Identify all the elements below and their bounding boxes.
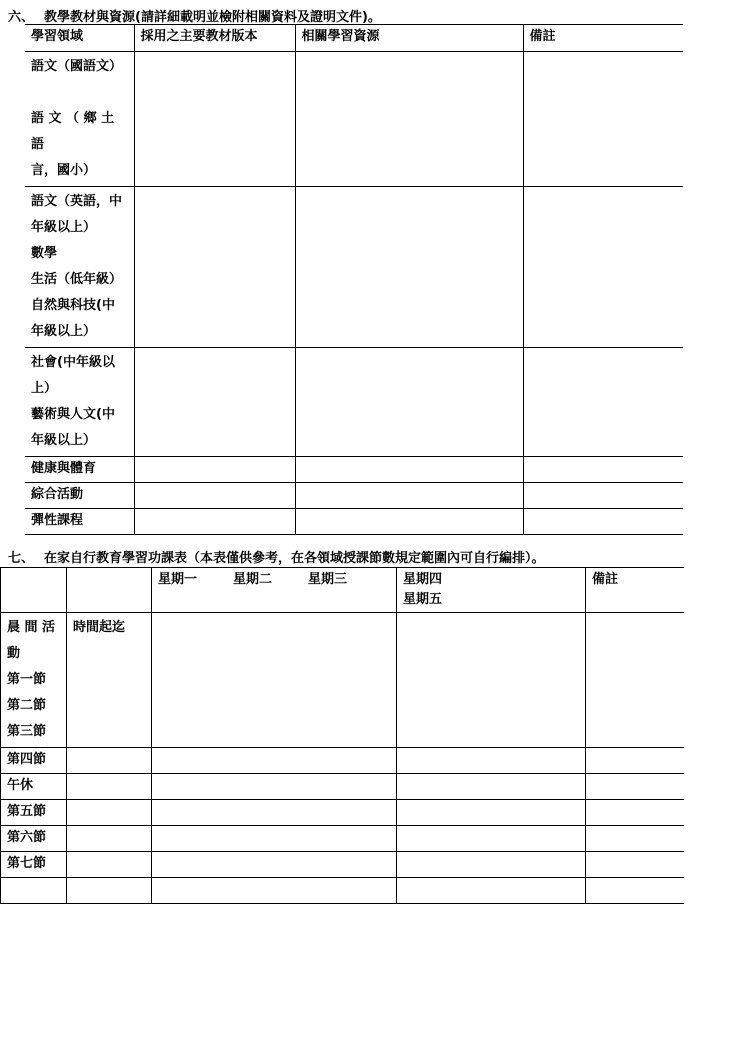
area-line: 數學 xyxy=(31,246,58,261)
period-label-cell: 第七節 xyxy=(1,852,67,878)
resource-cell[interactable] xyxy=(295,348,523,457)
remark-cell[interactable] xyxy=(586,826,684,852)
header-textbook-version: 採用之主要教材版本 xyxy=(134,25,295,52)
area-line: 語文（英語，中 xyxy=(31,194,123,209)
remark-cell[interactable] xyxy=(586,878,684,904)
remark-header: 備註 xyxy=(586,568,684,613)
schedule-cell[interactable] xyxy=(152,826,397,852)
section7-title: 在家自行教育學習功課表（本表僅供參考，在各領域授課節數規定範圍內可自行編排）。 xyxy=(44,551,545,566)
area-line: 自然與科技(中 xyxy=(31,298,115,313)
schedule-cell[interactable] xyxy=(152,748,397,774)
schedule-cell[interactable] xyxy=(397,800,586,826)
textbook-cell[interactable] xyxy=(134,52,295,187)
resource-cell[interactable] xyxy=(295,52,523,187)
time-range-cell[interactable] xyxy=(67,852,152,878)
area-line: 社會(中年級以 xyxy=(31,355,115,370)
schedule-cell[interactable] xyxy=(397,826,586,852)
schedule-cell[interactable] xyxy=(152,800,397,826)
area-line: 語文（國語文） xyxy=(31,59,123,74)
day-label: 星期四 xyxy=(403,572,443,587)
area-line: 語 文 （ 鄉 土 語 xyxy=(31,111,115,152)
area-line: 生活（低年級） xyxy=(31,272,123,287)
days-mon-wed-header xyxy=(152,568,397,613)
learning-area-cell: 綜合活動 xyxy=(25,483,134,509)
section6-number: 六、 xyxy=(8,10,35,25)
day-label: 星期二 xyxy=(233,572,273,587)
learning-area-cell xyxy=(25,187,134,348)
textbook-cell[interactable] xyxy=(134,348,295,457)
area-line: 年級以上） xyxy=(31,433,97,448)
time-range-cell: 時間起迄 xyxy=(67,613,152,748)
day-label: 星期三 xyxy=(308,572,348,587)
period-label-cell: 第五節 xyxy=(1,800,67,826)
time-range-cell[interactable] xyxy=(67,878,152,904)
section6-heading xyxy=(8,6,381,25)
schedule-cell[interactable] xyxy=(152,613,397,748)
remark-cell[interactable] xyxy=(523,348,683,457)
table-row xyxy=(25,52,683,187)
section6-title: 教學教材與資源(請詳細載明並檢附相關資料及證明文件)。 xyxy=(44,10,381,25)
remark-cell[interactable] xyxy=(523,52,683,187)
remark-cell[interactable] xyxy=(523,509,683,535)
period-line: 第一節 xyxy=(7,672,47,687)
period-line: 晨 間 活 xyxy=(7,620,56,635)
day-label: 星期五 xyxy=(403,592,443,607)
area-line: 年級以上） xyxy=(31,220,97,235)
table-row xyxy=(1,800,684,826)
section7-number: 七、 xyxy=(8,551,35,566)
remark-cell[interactable] xyxy=(523,187,683,348)
schedule-cell[interactable] xyxy=(152,774,397,800)
time-range-cell[interactable] xyxy=(67,800,152,826)
schedule-cell[interactable] xyxy=(397,748,586,774)
table-row xyxy=(1,878,684,904)
schedule-cell[interactable] xyxy=(397,852,586,878)
table-row xyxy=(1,826,684,852)
table-row xyxy=(1,748,684,774)
resource-cell[interactable] xyxy=(295,457,523,483)
learning-area-cell: 健康與體育 xyxy=(25,457,134,483)
area-line: 言，國小） xyxy=(31,163,97,178)
period-label-cell xyxy=(1,613,67,748)
learning-area-cell xyxy=(25,52,134,187)
table-row xyxy=(1,852,684,878)
remark-cell[interactable] xyxy=(586,800,684,826)
remark-cell[interactable] xyxy=(586,774,684,800)
table-row xyxy=(25,348,683,457)
header-learning-resources: 相關學習資源 xyxy=(295,25,523,52)
schedule-cell[interactable] xyxy=(397,613,586,748)
resource-cell[interactable] xyxy=(295,483,523,509)
period-line: 動 xyxy=(7,646,21,661)
remark-cell[interactable] xyxy=(523,483,683,509)
remark-cell[interactable] xyxy=(523,457,683,483)
learning-area-cell: 彈性課程 xyxy=(25,509,134,535)
period-label-cell: 第四節 xyxy=(1,748,67,774)
schedule-cell[interactable] xyxy=(152,852,397,878)
period-line: 第三節 xyxy=(7,724,47,739)
area-line: 年級以上） xyxy=(31,324,97,339)
header-learning-area: 學習領域 xyxy=(25,25,134,52)
table-row xyxy=(25,483,683,509)
textbook-cell[interactable] xyxy=(134,457,295,483)
period-line: 第二節 xyxy=(7,698,47,713)
remark-cell[interactable] xyxy=(586,613,684,748)
table-row xyxy=(25,509,683,535)
table-row xyxy=(25,187,683,348)
period-label-cell: 第六節 xyxy=(1,826,67,852)
remark-cell[interactable] xyxy=(586,852,684,878)
area-line xyxy=(31,80,128,106)
section7-heading xyxy=(8,547,545,566)
blank-header-cell xyxy=(1,568,67,613)
schedule-cell[interactable] xyxy=(397,774,586,800)
textbook-cell[interactable] xyxy=(134,483,295,509)
learning-area-cell xyxy=(25,348,134,457)
schedule-cell[interactable] xyxy=(152,878,397,904)
weekly-schedule-table xyxy=(0,567,684,904)
days-thu-fri-header xyxy=(397,568,586,613)
table-row xyxy=(1,774,684,800)
resource-cell[interactable] xyxy=(295,187,523,348)
textbook-cell[interactable] xyxy=(134,509,295,535)
table-row xyxy=(25,457,683,483)
day-label: 星期一 xyxy=(158,572,198,587)
remark-cell[interactable] xyxy=(586,748,684,774)
period-label-cell xyxy=(1,878,67,904)
resource-cell[interactable] xyxy=(295,509,523,535)
area-line: 上） xyxy=(31,381,58,396)
period-label-cell: 午休 xyxy=(1,774,67,800)
time-range-cell[interactable] xyxy=(67,826,152,852)
area-line: 藝術與人文(中 xyxy=(31,407,115,422)
table-row xyxy=(1,613,684,748)
textbook-cell[interactable] xyxy=(134,187,295,348)
header-remarks: 備註 xyxy=(523,25,683,52)
schedule-cell[interactable] xyxy=(397,878,586,904)
time-range-cell[interactable] xyxy=(67,748,152,774)
teaching-materials-table xyxy=(25,24,683,535)
time-range-cell[interactable] xyxy=(67,774,152,800)
blank-header-cell xyxy=(67,568,152,613)
